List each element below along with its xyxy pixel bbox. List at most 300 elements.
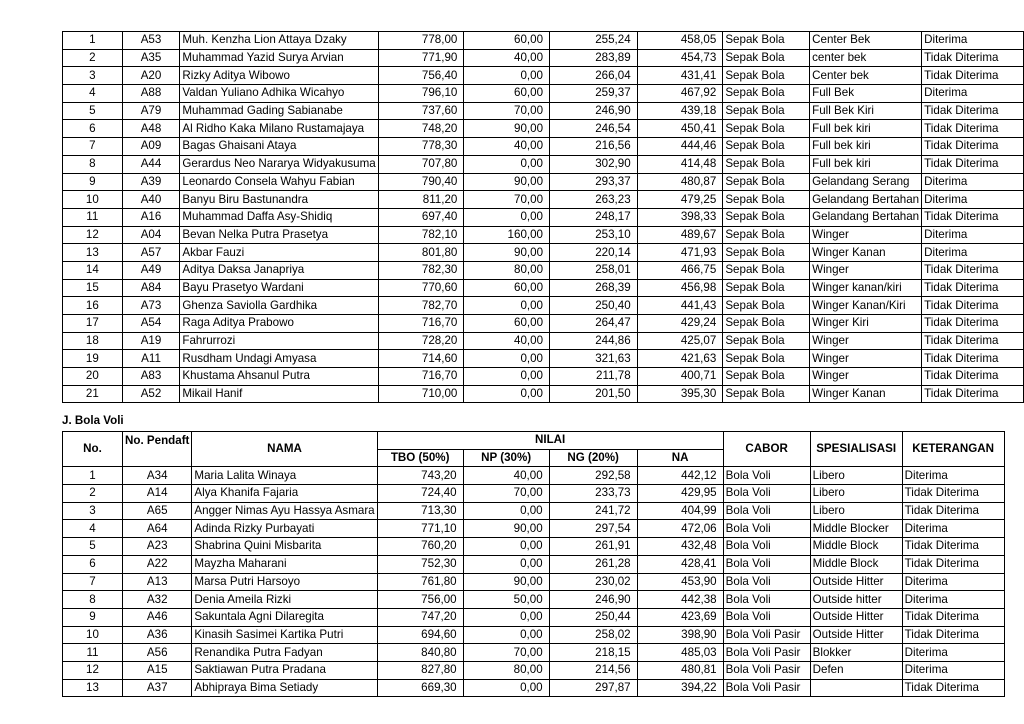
- cell-tbo: 737,60: [378, 102, 464, 120]
- cell-no: 18: [63, 332, 123, 350]
- cell-nama: Akbar Fauzi: [180, 244, 378, 262]
- cell-nama: Kinasih Sasimei Kartika Putri: [192, 626, 377, 644]
- cell-spesialisasi: Winger Kiri: [810, 315, 922, 333]
- cell-no: 20: [63, 368, 123, 386]
- cell-tbo: 697,40: [378, 208, 464, 226]
- cell-cabor: Sepak Bola: [723, 102, 810, 120]
- cell-no-pendaft: A57: [122, 244, 180, 262]
- cell-nama: Bevan Nelka Putra Prasetya: [180, 226, 378, 244]
- cell-np: 60,00: [464, 315, 550, 333]
- table-row: [63, 297, 1024, 315]
- cell-na: 441,43: [637, 297, 723, 315]
- cell-spesialisasi: Full bek kiri: [810, 155, 922, 173]
- cell-nama: Denia Ameila Rizki: [192, 591, 377, 609]
- cell-ng: 201,50: [550, 385, 638, 403]
- header-keterangan: KETERANGAN: [902, 432, 1004, 467]
- cell-ng: 246,54: [550, 120, 638, 138]
- cell-no-pendaft: A40: [122, 191, 180, 209]
- table-row: [63, 32, 1024, 50]
- cell-spesialisasi: Libero: [810, 485, 902, 503]
- cell-ng: 264,47: [550, 315, 638, 333]
- cell-np: 60,00: [464, 32, 550, 50]
- cell-nama: Rusdham Undagi Amyasa: [180, 350, 378, 368]
- cell-no: 11: [63, 208, 123, 226]
- cell-np: 0,00: [464, 208, 550, 226]
- cell-spesialisasi: Winger: [810, 368, 922, 386]
- cell-keterangan: Tidak Diterima: [922, 350, 1024, 368]
- cell-keterangan: Tidak Diterima: [922, 208, 1024, 226]
- cell-np: 90,00: [464, 244, 550, 262]
- cell-spesialisasi: Center Bek: [810, 32, 922, 50]
- cell-tbo: 728,20: [378, 332, 464, 350]
- cell-keterangan: Tidak Diterima: [902, 538, 1004, 556]
- cell-no-pendaft: A14: [123, 485, 192, 503]
- cell-no: 10: [63, 191, 123, 209]
- cell-ng: 261,28: [549, 555, 637, 573]
- cell-spesialisasi: Defen: [810, 661, 902, 679]
- cell-na: 423,69: [637, 608, 723, 626]
- cell-np: 0,00: [464, 67, 550, 85]
- cell-cabor: Sepak Bola: [723, 332, 810, 350]
- table-row: [63, 626, 1005, 644]
- table-row: [63, 368, 1024, 386]
- cell-np: 40,00: [464, 49, 550, 67]
- cell-na: 480,87: [637, 173, 723, 191]
- cell-tbo: 713,30: [377, 502, 463, 520]
- cell-cabor: Bola Voli: [723, 555, 810, 573]
- cell-no-pendaft: A36: [123, 626, 192, 644]
- cell-na: 414,48: [637, 155, 723, 173]
- cell-np: 50,00: [463, 591, 549, 609]
- cell-na: 479,25: [637, 191, 723, 209]
- table-row: [63, 120, 1024, 138]
- cell-keterangan: Tidak Diterima: [922, 368, 1024, 386]
- cell-spesialisasi: center bek: [810, 49, 922, 67]
- cell-ng: 263,23: [550, 191, 638, 209]
- cell-ng: 258,01: [550, 261, 638, 279]
- cell-keterangan: Tidak Diterima: [922, 385, 1024, 403]
- cell-na: 467,92: [637, 85, 723, 103]
- header-na: NA: [637, 449, 723, 467]
- cell-nama: Fahrurrozi: [180, 332, 378, 350]
- cell-tbo: 714,60: [378, 350, 464, 368]
- cell-cabor: Sepak Bola: [723, 173, 810, 191]
- table-row: [63, 608, 1005, 626]
- cell-no-pendaft: A88: [122, 85, 180, 103]
- cell-no: 9: [63, 608, 123, 626]
- bola-voli-table-body: [63, 467, 1005, 697]
- cell-tbo: 811,20: [378, 191, 464, 209]
- cell-no: 3: [63, 67, 123, 85]
- cell-na: 429,24: [637, 315, 723, 333]
- cell-keterangan: Tidak Diterima: [922, 155, 1024, 173]
- cell-nama: Raga Aditya Prabowo: [180, 315, 378, 333]
- cell-keterangan: Diterima: [922, 32, 1024, 50]
- cell-no-pendaft: A73: [122, 297, 180, 315]
- table-row: [63, 261, 1024, 279]
- cell-tbo: 743,20: [377, 467, 463, 485]
- cell-cabor: Bola Voli Pasir: [723, 679, 810, 697]
- cell-no: 12: [63, 661, 123, 679]
- cell-no: 13: [63, 244, 123, 262]
- cell-nama: Aditya Daksa Janapriya: [180, 261, 378, 279]
- table-row: [63, 67, 1024, 85]
- cell-np: 70,00: [464, 102, 550, 120]
- cell-no: 1: [63, 467, 123, 485]
- cell-nama: Rizky Aditya Wibowo: [180, 67, 378, 85]
- cell-spesialisasi: Gelandang Serang: [810, 173, 922, 191]
- cell-np: 90,00: [464, 120, 550, 138]
- cell-nama: Abhipraya Bima Setiady: [192, 679, 377, 697]
- cell-no-pendaft: A65: [123, 502, 192, 520]
- cell-no: 11: [63, 644, 123, 662]
- cell-na: 444,46: [637, 138, 723, 156]
- cell-no: 1: [63, 32, 123, 50]
- cell-ng: 266,04: [550, 67, 638, 85]
- table-row: [63, 502, 1005, 520]
- cell-spesialisasi: Middle Block: [810, 538, 902, 556]
- cell-tbo: 782,70: [378, 297, 464, 315]
- cell-spesialisasi: Full bek kiri: [810, 138, 922, 156]
- cell-keterangan: Tidak Diterima: [922, 261, 1024, 279]
- cell-tbo: 694,60: [377, 626, 463, 644]
- cell-cabor: Bola Voli: [723, 520, 810, 538]
- table-row: [63, 661, 1005, 679]
- cell-no-pendaft: A52: [122, 385, 180, 403]
- bola-voli-table-header: [63, 432, 1005, 467]
- cell-np: 90,00: [464, 173, 550, 191]
- cell-ng: 297,87: [549, 679, 637, 697]
- cell-tbo: 827,80: [377, 661, 463, 679]
- cell-ng: 241,72: [549, 502, 637, 520]
- cell-nama: Saktiawan Putra Pradana: [192, 661, 377, 679]
- cell-ng: 230,02: [549, 573, 637, 591]
- cell-np: 40,00: [464, 332, 550, 350]
- table-row: [63, 173, 1024, 191]
- cell-ng: 259,37: [550, 85, 638, 103]
- cell-np: 0,00: [463, 608, 549, 626]
- cell-keterangan: Tidak Diterima: [922, 120, 1024, 138]
- cell-no-pendaft: A44: [122, 155, 180, 173]
- cell-no-pendaft: A20: [122, 67, 180, 85]
- table-row: [63, 191, 1024, 209]
- cell-tbo: 790,40: [378, 173, 464, 191]
- cell-tbo: 782,30: [378, 261, 464, 279]
- cell-ng: 214,56: [549, 661, 637, 679]
- cell-no: 19: [63, 350, 123, 368]
- table-row: [63, 315, 1024, 333]
- cell-nama: Muh. Kenzha Lion Attaya Dzaky: [180, 32, 378, 50]
- cell-tbo: 840,80: [377, 644, 463, 662]
- cell-na: 450,41: [637, 120, 723, 138]
- cell-tbo: 770,60: [378, 279, 464, 297]
- cell-cabor: Sepak Bola: [723, 315, 810, 333]
- cell-keterangan: Tidak Diterima: [922, 297, 1024, 315]
- cell-nama: Al Ridho Kaka Milano Rustamajaya: [180, 120, 378, 138]
- cell-ng: 248,17: [550, 208, 638, 226]
- cell-np: 0,00: [464, 385, 550, 403]
- cell-keterangan: Diterima: [922, 226, 1024, 244]
- cell-no: 17: [63, 315, 123, 333]
- cell-ng: 283,89: [550, 49, 638, 67]
- cell-ng: 211,78: [550, 368, 638, 386]
- cell-cabor: Bola Voli Pasir: [723, 626, 810, 644]
- cell-spesialisasi: [810, 679, 902, 697]
- cell-keterangan: Tidak Diterima: [902, 502, 1004, 520]
- table-row: [63, 538, 1005, 556]
- cell-np: 90,00: [463, 573, 549, 591]
- cell-ng: 255,24: [550, 32, 638, 50]
- cell-spesialisasi: Outside Hitter: [810, 626, 902, 644]
- cell-spesialisasi: Outside Hitter: [810, 608, 902, 626]
- cell-na: 472,06: [637, 520, 723, 538]
- cell-tbo: 716,70: [378, 368, 464, 386]
- table-row: [63, 555, 1005, 573]
- table-row: [63, 520, 1005, 538]
- cell-no-pendaft: A46: [123, 608, 192, 626]
- cell-na: 442,12: [637, 467, 723, 485]
- cell-tbo: 760,20: [377, 538, 463, 556]
- table-row: [63, 155, 1024, 173]
- cell-np: 0,00: [463, 626, 549, 644]
- cell-no-pendaft: A56: [123, 644, 192, 662]
- cell-ng: 233,73: [549, 485, 637, 503]
- cell-nama: Bayu Prasetyo Wardani: [180, 279, 378, 297]
- cell-cabor: Sepak Bola: [723, 385, 810, 403]
- cell-no: 5: [63, 102, 123, 120]
- cell-cabor: Bola Voli: [723, 573, 810, 591]
- cell-nama: Gerardus Neo Nararya Widyakusuma: [180, 155, 378, 173]
- cell-no: 2: [63, 485, 123, 503]
- cell-no: 10: [63, 626, 123, 644]
- cell-no-pendaft: A83: [122, 368, 180, 386]
- cell-na: 466,75: [637, 261, 723, 279]
- cell-cabor: Bola Voli: [723, 591, 810, 609]
- table-row: [63, 485, 1005, 503]
- cell-spesialisasi: Blokker: [810, 644, 902, 662]
- cell-na: 398,33: [637, 208, 723, 226]
- cell-cabor: Bola Voli: [723, 538, 810, 556]
- cell-cabor: Sepak Bola: [723, 368, 810, 386]
- header-nama: NAMA: [192, 432, 377, 467]
- cell-na: 431,41: [637, 67, 723, 85]
- cell-na: 421,63: [637, 350, 723, 368]
- cell-keterangan: Tidak Diterima: [922, 138, 1024, 156]
- cell-nama: Muhammad Daffa Asy-Shidiq: [180, 208, 378, 226]
- cell-spesialisasi: Full Bek: [810, 85, 922, 103]
- cell-nama: Adinda Rizky Purbayati: [192, 520, 377, 538]
- cell-spesialisasi: Outside Hitter: [810, 573, 902, 591]
- cell-nama: Renandika Putra Fadyan: [192, 644, 377, 662]
- cell-na: 432,48: [637, 538, 723, 556]
- cell-spesialisasi: Full Bek Kiri: [810, 102, 922, 120]
- cell-np: 90,00: [463, 520, 549, 538]
- cell-cabor: Sepak Bola: [723, 279, 810, 297]
- table-row: [63, 138, 1024, 156]
- cell-keterangan: Diterima: [902, 573, 1004, 591]
- cell-np: 0,00: [463, 538, 549, 556]
- cell-np: 0,00: [464, 155, 550, 173]
- cell-no-pendaft: A35: [122, 49, 180, 67]
- cell-no-pendaft: A23: [123, 538, 192, 556]
- cell-na: 394,22: [637, 679, 723, 697]
- header-no-pendaft-cont: [123, 449, 192, 467]
- cell-keterangan: Tidak Diterima: [902, 608, 1004, 626]
- cell-np: 0,00: [464, 297, 550, 315]
- cell-cabor: Bola Voli: [723, 467, 810, 485]
- cell-np: 160,00: [464, 226, 550, 244]
- cell-cabor: Sepak Bola: [723, 208, 810, 226]
- cell-keterangan: Tidak Diterima: [902, 626, 1004, 644]
- cell-spesialisasi: Winger: [810, 332, 922, 350]
- sepak-bola-table-body: [63, 32, 1024, 403]
- table-row: [63, 467, 1005, 485]
- cell-np: 0,00: [464, 350, 550, 368]
- cell-ng: 250,40: [550, 297, 638, 315]
- cell-no: 12: [63, 226, 123, 244]
- cell-spesialisasi: Middle Blocker: [810, 520, 902, 538]
- cell-np: 80,00: [463, 661, 549, 679]
- cell-ng: 220,14: [550, 244, 638, 262]
- table-row: [63, 644, 1005, 662]
- cell-cabor: Sepak Bola: [723, 120, 810, 138]
- table-row: [63, 679, 1005, 697]
- cell-keterangan: Diterima: [902, 520, 1004, 538]
- cell-nama: Bagas Ghaisani Ataya: [180, 138, 378, 156]
- table-row: [63, 350, 1024, 368]
- cell-nama: Valdan Yuliano Adhika Wicahyo: [180, 85, 378, 103]
- cell-no-pendaft: A53: [122, 32, 180, 50]
- cell-na: 425,07: [637, 332, 723, 350]
- cell-nama: Mikail Hanif: [180, 385, 378, 403]
- cell-ng: 302,90: [550, 155, 638, 173]
- table-row: [63, 85, 1024, 103]
- cell-cabor: Sepak Bola: [723, 297, 810, 315]
- cell-no: 7: [63, 573, 123, 591]
- cell-na: 454,73: [637, 49, 723, 67]
- cell-na: 404,99: [637, 502, 723, 520]
- cell-nama: Leonardo Consela Wahyu Fabian: [180, 173, 378, 191]
- cell-no-pendaft: A37: [123, 679, 192, 697]
- table-row: [63, 49, 1024, 67]
- cell-spesialisasi: Gelandang Bertahan: [810, 208, 922, 226]
- table-row: [63, 244, 1024, 262]
- cell-tbo: 761,80: [377, 573, 463, 591]
- cell-cabor: Sepak Bola: [723, 191, 810, 209]
- header-cabor: CABOR: [723, 432, 810, 467]
- cell-no-pendaft: A09: [122, 138, 180, 156]
- cell-ng: 246,90: [549, 591, 637, 609]
- cell-keterangan: Tidak Diterima: [922, 332, 1024, 350]
- header-spesialisasi: SPESIALISASI: [810, 432, 902, 467]
- cell-no-pendaft: A54: [122, 315, 180, 333]
- cell-nama: Ghenza Saviolla Gardhika: [180, 297, 378, 315]
- cell-tbo: 796,10: [378, 85, 464, 103]
- cell-no-pendaft: A79: [122, 102, 180, 120]
- cell-tbo: 771,90: [378, 49, 464, 67]
- cell-ng: 246,90: [550, 102, 638, 120]
- cell-spesialisasi: Winger Kanan: [810, 244, 922, 262]
- cell-nama: Maria Lalita Winaya: [192, 467, 377, 485]
- cell-nama: Angger Nimas Ayu Hassya Asmara: [192, 502, 377, 520]
- header-nilai: NILAI: [377, 432, 723, 450]
- cell-na: 395,30: [637, 385, 723, 403]
- cell-keterangan: Tidak Diterima: [922, 49, 1024, 67]
- cell-keterangan: Diterima: [922, 173, 1024, 191]
- cell-cabor: Sepak Bola: [723, 155, 810, 173]
- cell-no-pendaft: A11: [122, 350, 180, 368]
- cell-ng: 250,44: [549, 608, 637, 626]
- cell-na: 428,41: [637, 555, 723, 573]
- cell-no: 5: [63, 538, 123, 556]
- cell-tbo: 748,20: [378, 120, 464, 138]
- cell-tbo: 707,80: [378, 155, 464, 173]
- cell-no: 13: [63, 679, 123, 697]
- cell-tbo: 747,20: [377, 608, 463, 626]
- cell-nama: Muhammad Gading Sabianabe: [180, 102, 378, 120]
- cell-na: 480,81: [637, 661, 723, 679]
- cell-np: 70,00: [464, 191, 550, 209]
- cell-np: 40,00: [463, 467, 549, 485]
- cell-no-pendaft: A16: [122, 208, 180, 226]
- cell-tbo: 756,00: [377, 591, 463, 609]
- cell-no: 8: [63, 155, 123, 173]
- cell-keterangan: Diterima: [922, 85, 1024, 103]
- cell-cabor: Bola Voli: [723, 502, 810, 520]
- header-ng: NG (20%): [549, 449, 637, 467]
- cell-no: 2: [63, 49, 123, 67]
- cell-spesialisasi: Winger: [810, 261, 922, 279]
- cell-keterangan: Diterima: [902, 661, 1004, 679]
- table-row: [63, 385, 1024, 403]
- cell-spesialisasi: Full bek kiri: [810, 120, 922, 138]
- cell-no-pendaft: A39: [122, 173, 180, 191]
- cell-no: 16: [63, 297, 123, 315]
- cell-spesialisasi: Winger Kanan: [810, 385, 922, 403]
- cell-spesialisasi: Winger: [810, 350, 922, 368]
- cell-cabor: Bola Voli: [723, 485, 810, 503]
- cell-np: 0,00: [463, 555, 549, 573]
- cell-np: 0,00: [463, 679, 549, 697]
- cell-keterangan: Tidak Diterima: [902, 485, 1004, 503]
- cell-no-pendaft: A49: [122, 261, 180, 279]
- cell-tbo: 782,10: [378, 226, 464, 244]
- cell-no-pendaft: A32: [123, 591, 192, 609]
- cell-keterangan: Tidak Diterima: [922, 102, 1024, 120]
- cell-np: 70,00: [463, 485, 549, 503]
- cell-cabor: Sepak Bola: [723, 32, 810, 50]
- table-row: [63, 226, 1024, 244]
- cell-no-pendaft: A64: [123, 520, 192, 538]
- cell-nama: Shabrina Quini Misbarita: [192, 538, 377, 556]
- cell-cabor: Bola Voli: [723, 608, 810, 626]
- cell-keterangan: Diterima: [902, 467, 1004, 485]
- cell-nama: Sakuntala Agni Dilaregita: [192, 608, 377, 626]
- cell-tbo: 778,30: [378, 138, 464, 156]
- cell-nama: Alya Khanifa Fajaria: [192, 485, 377, 503]
- cell-cabor: Sepak Bola: [723, 49, 810, 67]
- table-row: [63, 332, 1024, 350]
- cell-no-pendaft: A15: [123, 661, 192, 679]
- header-no-pendaft: No. Pendaft: [123, 432, 192, 450]
- cell-np: 80,00: [464, 261, 550, 279]
- cell-cabor: Sepak Bola: [723, 85, 810, 103]
- cell-no-pendaft: A13: [123, 573, 192, 591]
- cell-np: 70,00: [463, 644, 549, 662]
- cell-tbo: 801,80: [378, 244, 464, 262]
- cell-nama: Mayzha Maharani: [192, 555, 377, 573]
- cell-no: 4: [63, 520, 123, 538]
